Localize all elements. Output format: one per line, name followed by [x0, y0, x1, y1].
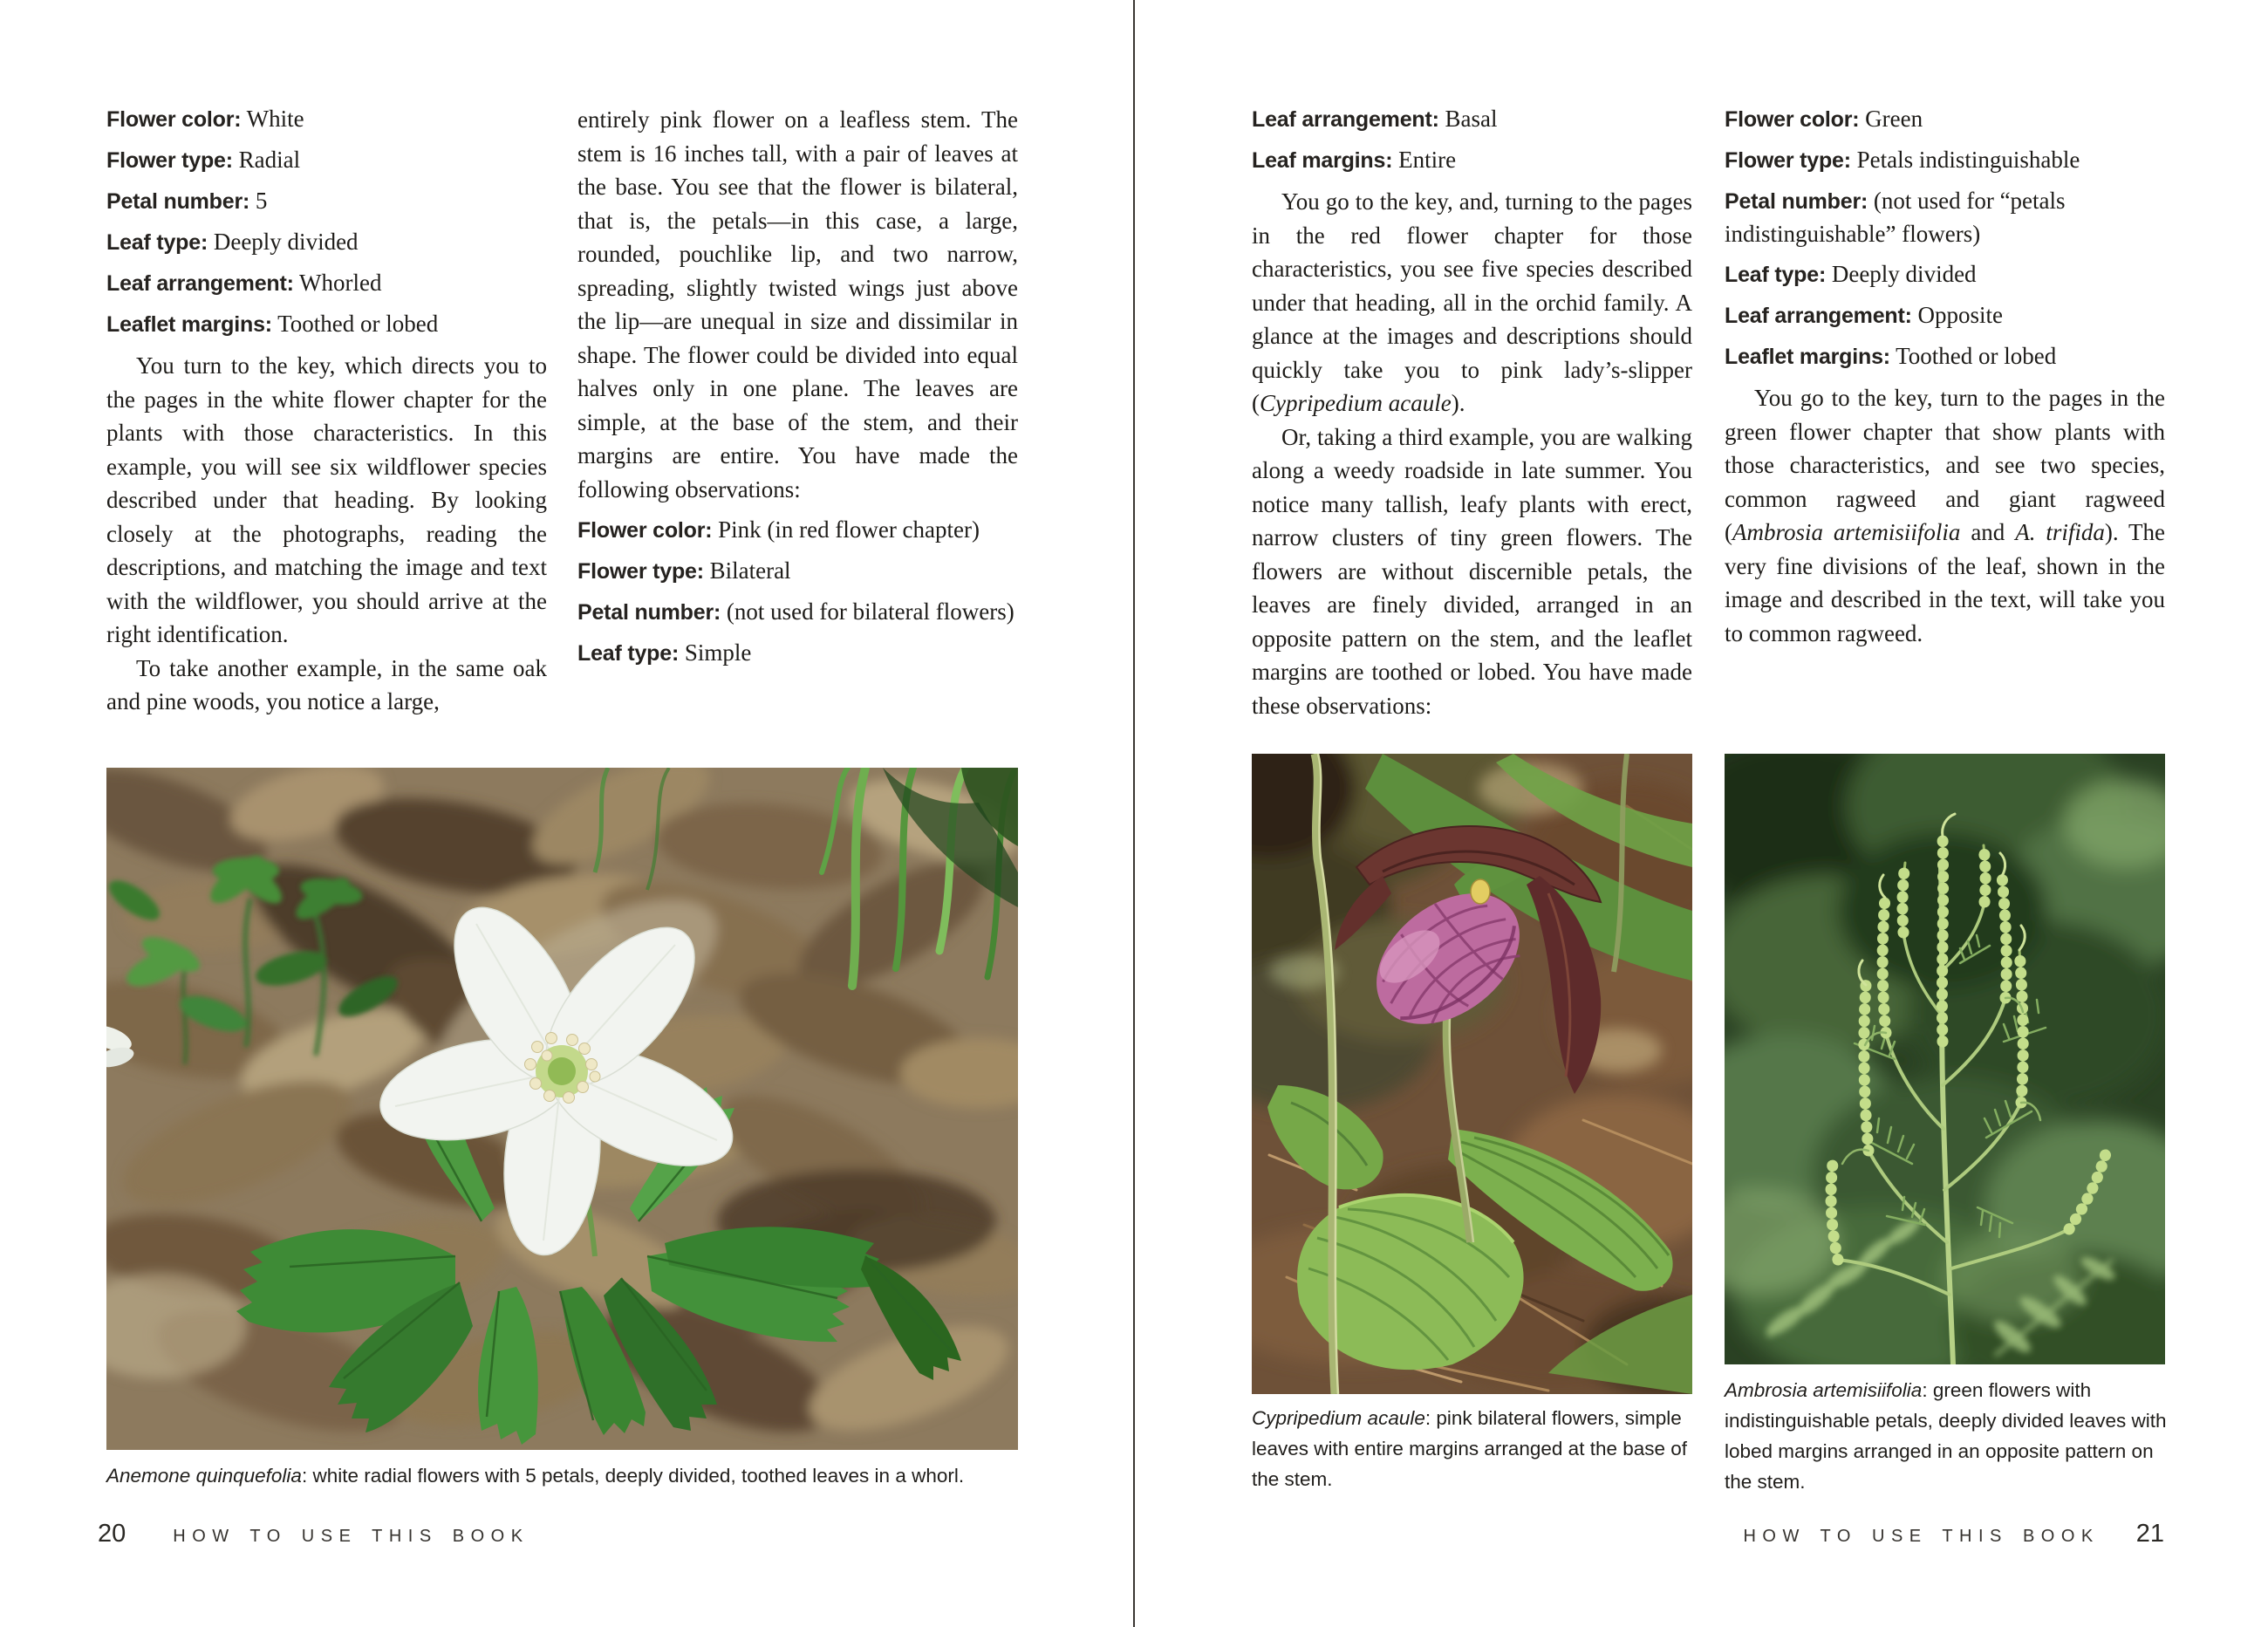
observation-value: Deeply divided [1831, 261, 1977, 287]
observation-value: Basal [1445, 106, 1498, 132]
observation-value: Entire [1398, 147, 1457, 173]
observation-value: Pink (in red flower chapter) [718, 516, 980, 543]
observation-value: Opposite [1917, 302, 2003, 328]
observation-label: Flower type: [577, 559, 704, 584]
left-page-column-1 [106, 103, 547, 719]
right-page-footer [1743, 1520, 2164, 1548]
observation-label: Flower color: [106, 107, 242, 132]
body-paragraph: You go to the key, turn to the pages in the green flower chapter that show plants with those characteristics, and see two species, common ragweed and giant ragweed (Ambrosia artemisiifolia and A. trifida). The very fine divisions of the leaf, shown in the image and described in the text, will take you to common ragweed. [1725, 385, 2166, 646]
observation-label: Petal number: [1725, 189, 1868, 214]
ragweed-photo [1725, 754, 2165, 1364]
observation-value: Simple [684, 639, 752, 666]
ragweed-photo-illustration [1725, 754, 2165, 1364]
observation-value: Toothed or lobed [1896, 343, 2057, 369]
observation-value: Bilateral [709, 557, 791, 584]
observation-row [1725, 144, 2165, 177]
observation-list [1252, 103, 1692, 177]
observation-value: Deeply divided [213, 229, 359, 255]
page-spine-divider [1133, 0, 1135, 1627]
observation-value: Petals indistinguishable [1856, 147, 2080, 173]
ladys-slipper-photo-illustration [1252, 754, 1692, 1394]
observation-row [1725, 103, 2165, 136]
observation-value: (not used for bilateral flowers) [726, 598, 1014, 625]
observation-label: Leaf arrangement: [1725, 304, 1912, 328]
observation-label: Petal number: [577, 600, 721, 625]
running-title: HOW TO USE THIS BOOK [1743, 1527, 2100, 1546]
page-number: 20 [98, 1520, 126, 1548]
observation-label: Petal number: [106, 189, 250, 214]
observation-row [106, 226, 547, 259]
observation-row [106, 144, 547, 177]
observation-value: (not used for “petals indistinguishable” flowers) [1725, 188, 2066, 247]
right-page-column-1 [1252, 103, 1692, 722]
observation-label: Leaf type: [577, 641, 680, 666]
observation-label: Leaf type: [106, 230, 208, 255]
observation-label: Flower type: [1725, 148, 1851, 173]
observation-value: 5 [255, 188, 268, 214]
body-paragraph: You go to the key, and, turning to the pages in the red flower chapter for those characteristics, you see five species described under that heading, all in the orchid family. A glance at the images and descriptions should quickly take you to pink lady’s-slipper (Cypripedium acaule). [1252, 188, 1692, 416]
observation-value: Toothed or lobed [277, 311, 439, 337]
observation-label: Leaf arrangement: [106, 271, 294, 296]
running-title: HOW TO USE THIS BOOK [173, 1527, 529, 1546]
observation-row [1252, 144, 1692, 177]
observation-value: White [246, 106, 304, 132]
observation-label: Leaflet margins: [106, 312, 272, 337]
observation-row [577, 596, 1018, 629]
observation-row [1725, 258, 2165, 291]
observation-label: Flower type: [106, 148, 233, 173]
left-page-footer [98, 1520, 529, 1548]
page-number: 21 [2135, 1520, 2164, 1548]
ragweed-photo-caption: Ambrosia artemisiifolia: green flowers with indistinguishable petals, deeply divided leaves with lobed margins arranged in an opposite pattern on the stem. [1725, 1379, 2167, 1493]
observation-row [1252, 103, 1692, 136]
observation-row [106, 267, 547, 300]
observation-row [106, 103, 547, 136]
anemone-quinquefolia-photo [106, 768, 1018, 1450]
observation-row [577, 514, 1018, 547]
body-paragraph: You turn to the key, which directs you to the pages in the white flower chapter for the plants with those characteristics. In this example, you will see six wildflower species described under that heading. By looking closely at the photographs, reading the descriptions, and matching the image and text with the wildflower, you should arrive at the right identification. [106, 352, 547, 647]
observation-row [106, 308, 547, 341]
observation-label: Leaf margins: [1252, 148, 1393, 173]
observation-list [577, 514, 1018, 670]
observation-label: Leaflet margins: [1725, 345, 1890, 369]
observation-label: Flower color: [577, 518, 713, 543]
left-page-column-2 [577, 103, 1018, 678]
observation-row [106, 185, 547, 218]
observation-value: Radial [238, 147, 301, 173]
body-paragraph: To take another example, in the same oak and pine woods, you notice a large, [106, 654, 547, 714]
body-paragraph: Or, taking a third example, you are walking along a weedy roadside in late summer. You notice many tallish, leafy plants with erect, narrow clusters of tiny green flowers. The flowers are without discernible petals, the leaves are finely divided, arranged in an opposite pattern on the stem, and the leaflet margins are toothed or lobed. You have made these observations: [1252, 423, 1692, 719]
observation-label: Flower color: [1725, 107, 1860, 132]
observation-row [1725, 185, 2165, 250]
observation-label: Leaf type: [1725, 263, 1827, 287]
observation-list [1725, 103, 2165, 373]
observation-row [1725, 299, 2165, 332]
observation-value: Whorled [298, 270, 382, 296]
ladys-slipper-photo [1252, 754, 1692, 1394]
observation-value: Green [1865, 106, 1923, 132]
observation-row [577, 637, 1018, 670]
observation-label: Leaf arrangement: [1252, 107, 1439, 132]
observation-row [1725, 340, 2165, 373]
anemone-photo-illustration [106, 768, 1018, 1450]
right-page-column-2 [1725, 103, 2165, 650]
observation-row [577, 555, 1018, 588]
body-paragraph: entirely pink flower on a leafless stem. The stem is 16 inches tall, with a pair of leaves at the base. You see that the flower is bilateral, that is, the petals—in this case, a large, rounded, pouchlike lip, and two narrow, spreading, slightly twisted wings just above the lip—are unequal in size and dissimilar in shape. The flower could be divided into equal halves only in one plane. The leaves are simple, at the base of the stem, and their margins are entire. You have made the following observations: [577, 106, 1018, 502]
anemone-photo-caption: Anemone quinquefolia: white radial flowers with 5 petals, deeply divided, toothed leaves in a whorl. [106, 1465, 965, 1487]
observation-list [106, 103, 547, 341]
ladys-slipper-photo-caption: Cypripedium acaule: pink bilateral flowers, simple leaves with entire margins arranged at the base of the stem. [1252, 1407, 1688, 1490]
